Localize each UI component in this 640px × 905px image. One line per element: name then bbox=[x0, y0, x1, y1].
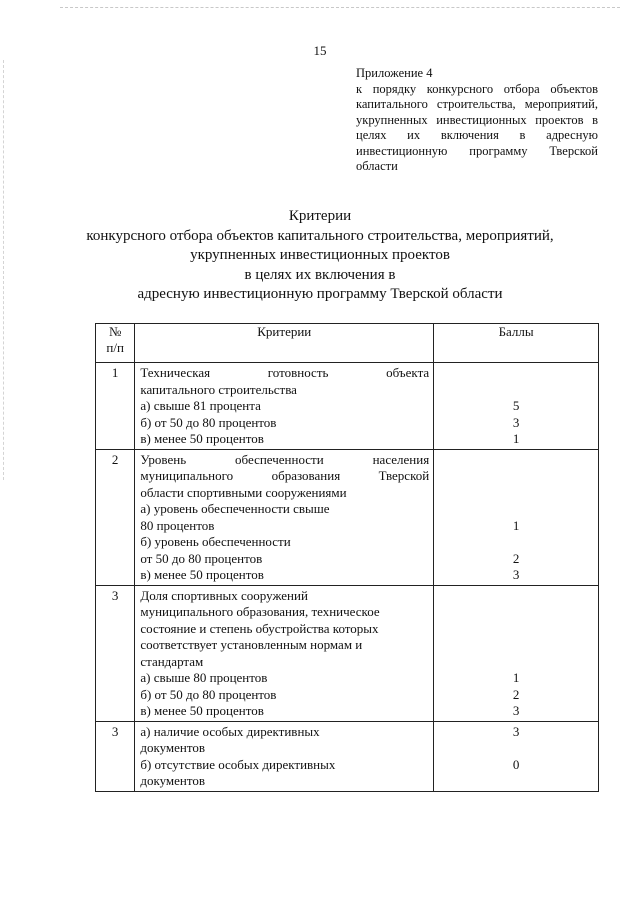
header-number-line2: п/п bbox=[106, 340, 124, 355]
row-points bbox=[434, 585, 599, 721]
appendix-block bbox=[356, 66, 598, 175]
header-number bbox=[96, 324, 135, 363]
title-line: конкурсного отбора объектов капитального строительства, мероприятий, bbox=[86, 227, 554, 244]
criteria-line: документов bbox=[140, 740, 206, 755]
row-number: 2 bbox=[96, 449, 135, 585]
row-number: 1 bbox=[96, 363, 135, 450]
points-value: 1 bbox=[512, 670, 520, 685]
row-points bbox=[434, 363, 599, 450]
document-title bbox=[60, 207, 580, 305]
scan-edge-top bbox=[60, 7, 620, 8]
criteria-line: соответствует установленным нормам и bbox=[140, 637, 363, 652]
appendix-line: укрупненных инвестиционных проектов в bbox=[356, 112, 598, 127]
criteria-line: в) менее 50 процентов bbox=[140, 567, 264, 582]
row-points bbox=[434, 721, 599, 791]
header-criteria: Критерии bbox=[135, 324, 434, 363]
criteria-line: б) уровень обеспеченности bbox=[140, 534, 291, 549]
criteria-line: Техническая готовность объекта bbox=[140, 365, 430, 380]
criteria-line: документов bbox=[140, 773, 206, 788]
table-row bbox=[96, 449, 599, 585]
appendix-line: области bbox=[356, 159, 398, 173]
appendix-line: капитального строительства, мероприятий, bbox=[356, 97, 598, 111]
points-value bbox=[434, 621, 598, 638]
points-value bbox=[434, 773, 598, 790]
table-header-row bbox=[96, 324, 599, 363]
header-points: Баллы bbox=[434, 324, 599, 363]
points-value bbox=[434, 534, 598, 551]
criteria-line: а) наличие особых директивных bbox=[140, 723, 320, 739]
criteria-line: стандартам bbox=[140, 653, 204, 669]
points-value bbox=[434, 740, 598, 757]
criteria-line: а) уровень обеспеченности свыше bbox=[140, 501, 330, 516]
points-value: 1 bbox=[512, 517, 520, 533]
appendix-line: к порядку конкурсного отбора объектов bbox=[356, 81, 598, 96]
criteria-line: Уровень обеспеченности населения bbox=[140, 451, 430, 467]
points-value: 5 bbox=[512, 398, 520, 413]
row-criteria bbox=[135, 363, 434, 450]
points-value: 3 bbox=[512, 567, 520, 582]
points-value: 3 bbox=[512, 703, 520, 718]
title-line: адресную инвестиционную программу Тверской области bbox=[137, 286, 503, 302]
criteria-line: б) от 50 до 80 процентов bbox=[140, 414, 277, 430]
points-value bbox=[434, 485, 598, 502]
points-value bbox=[434, 654, 598, 671]
page-number: 15 bbox=[313, 43, 327, 58]
points-value: 3 bbox=[512, 723, 520, 739]
row-number: 3 bbox=[96, 585, 135, 721]
points-value bbox=[434, 604, 598, 621]
criteria-line: муниципального образования, техническое bbox=[140, 604, 380, 619]
points-value bbox=[434, 501, 598, 518]
header-number-line1: № bbox=[108, 324, 122, 339]
row-points bbox=[434, 449, 599, 585]
criteria-table-body bbox=[96, 363, 599, 792]
criteria-line: от 50 до 80 процентов bbox=[140, 550, 263, 566]
title-line: Критерии bbox=[288, 208, 352, 224]
table-row bbox=[96, 585, 599, 721]
criteria-line: б) от 50 до 80 процентов bbox=[140, 686, 277, 702]
row-number: 3 bbox=[96, 721, 135, 791]
appendix-line: инвестиционную программу Тверской bbox=[356, 143, 598, 158]
criteria-table bbox=[95, 323, 599, 792]
criteria-line: а) свыше 81 процента bbox=[140, 398, 261, 413]
criteria-line: Доля спортивных сооружений bbox=[140, 587, 308, 603]
criteria-line: а) свыше 80 процентов bbox=[140, 670, 268, 685]
title-line: в целях их включения в bbox=[244, 266, 396, 283]
points-value: 3 bbox=[512, 414, 520, 430]
criteria-line: области спортивными сооружениями bbox=[140, 484, 347, 500]
points-value bbox=[434, 452, 598, 469]
criteria-line: капитального строительства bbox=[140, 381, 297, 397]
scan-edge-left bbox=[3, 60, 4, 480]
title-line: укрупненных инвестиционных проектов bbox=[190, 247, 450, 263]
points-value bbox=[434, 365, 598, 382]
points-value bbox=[434, 382, 598, 399]
row-criteria bbox=[135, 585, 434, 721]
table-row bbox=[96, 363, 599, 450]
points-value bbox=[434, 588, 598, 605]
row-criteria bbox=[135, 721, 434, 791]
points-value bbox=[434, 468, 598, 485]
row-criteria bbox=[135, 449, 434, 585]
appendix-line: целях их включения в адресную bbox=[356, 128, 598, 142]
points-value: 2 bbox=[512, 686, 520, 702]
criteria-line: 80 процентов bbox=[140, 517, 215, 533]
criteria-line: в) менее 50 процентов bbox=[140, 431, 264, 446]
points-value: 0 bbox=[512, 756, 520, 772]
criteria-line: б) отсутствие особых директивных bbox=[140, 756, 336, 772]
appendix-line: Приложение 4 bbox=[356, 66, 433, 80]
points-value: 1 bbox=[512, 431, 520, 446]
criteria-line: муниципального образования Тверской bbox=[140, 468, 430, 483]
criteria-line: состояние и степень обустройства которых bbox=[140, 620, 379, 636]
criteria-line: в) менее 50 процентов bbox=[140, 703, 264, 718]
table-row bbox=[96, 721, 599, 791]
points-value bbox=[434, 637, 598, 654]
points-value: 2 bbox=[512, 550, 520, 566]
